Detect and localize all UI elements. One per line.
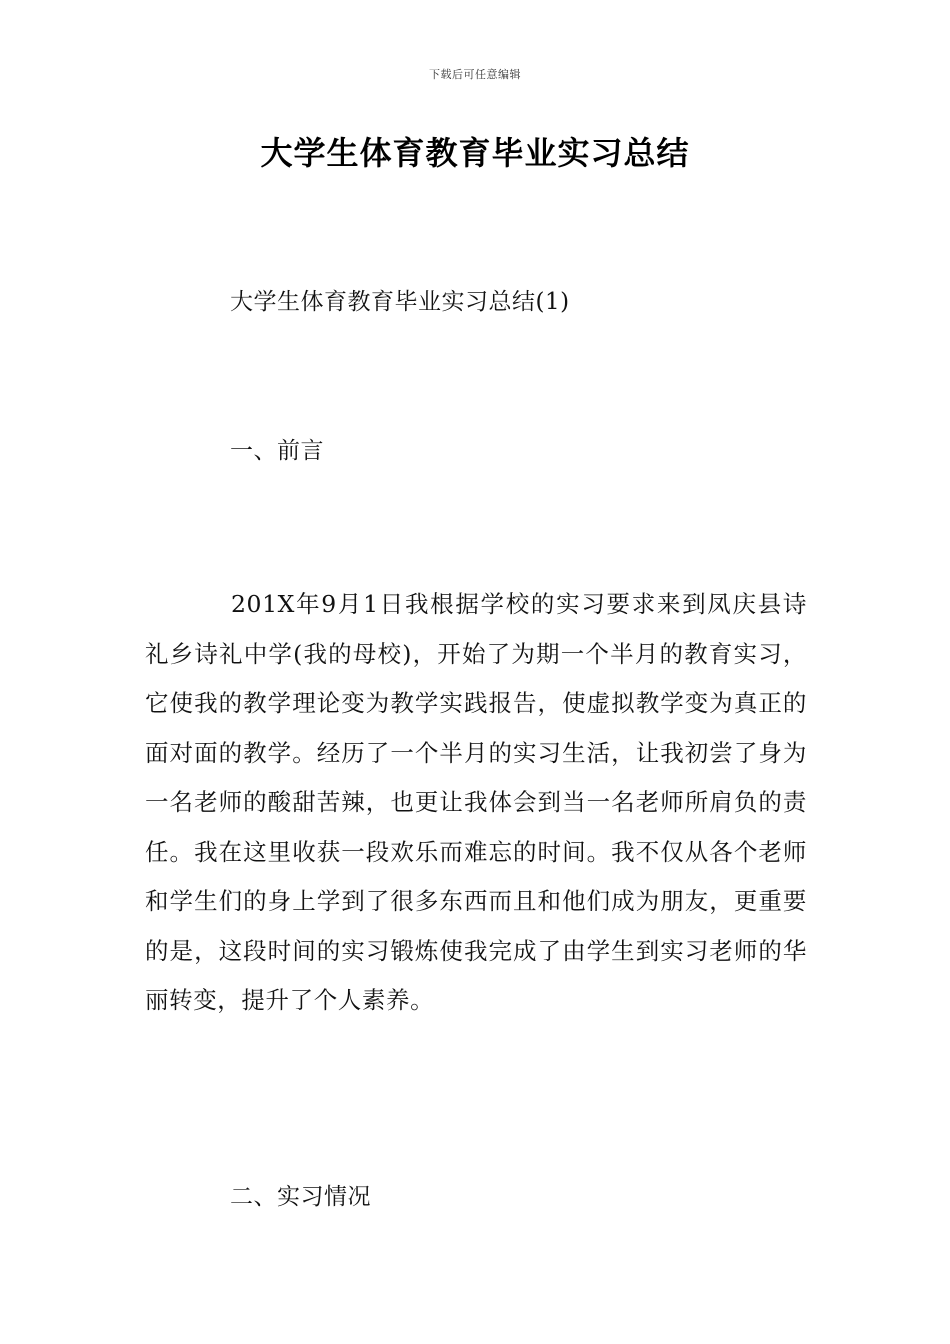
document-title: 大学生体育教育毕业实习总结: [260, 134, 690, 172]
header-note: 下载后可任意编辑: [429, 68, 521, 81]
section-heading-preface: 一、前言: [230, 438, 324, 464]
document-subtitle: 大学生体育教育毕业实习总结(1): [230, 289, 570, 315]
preface-paragraph: 201X年9月1日我根据学校的实习要求来到凤庆县诗礼乡诗礼中学(我的母校)，开始了为期一个半月的教育实习，它使我的教学理论变为教学实践报告，使虚拟教学变为真正的面对面的教学。经历了一个半月的实习生活，让我初尝了身为一名老师的酸甜苦辣，也更让我体会到当一名老师所肩负的责任。我在这里收获一段欢乐而难忘的时间。我不仅从各个老师和学生们的身上学到了很多东西而且和他们成为朋友，更重要的是，这段时间的实习锻炼使我完成了由学生到实习老师的华丽转变，提升了个人素养。: [145, 590, 807, 1014]
section-heading-internship-situation: 二、实习情况: [230, 1184, 371, 1210]
